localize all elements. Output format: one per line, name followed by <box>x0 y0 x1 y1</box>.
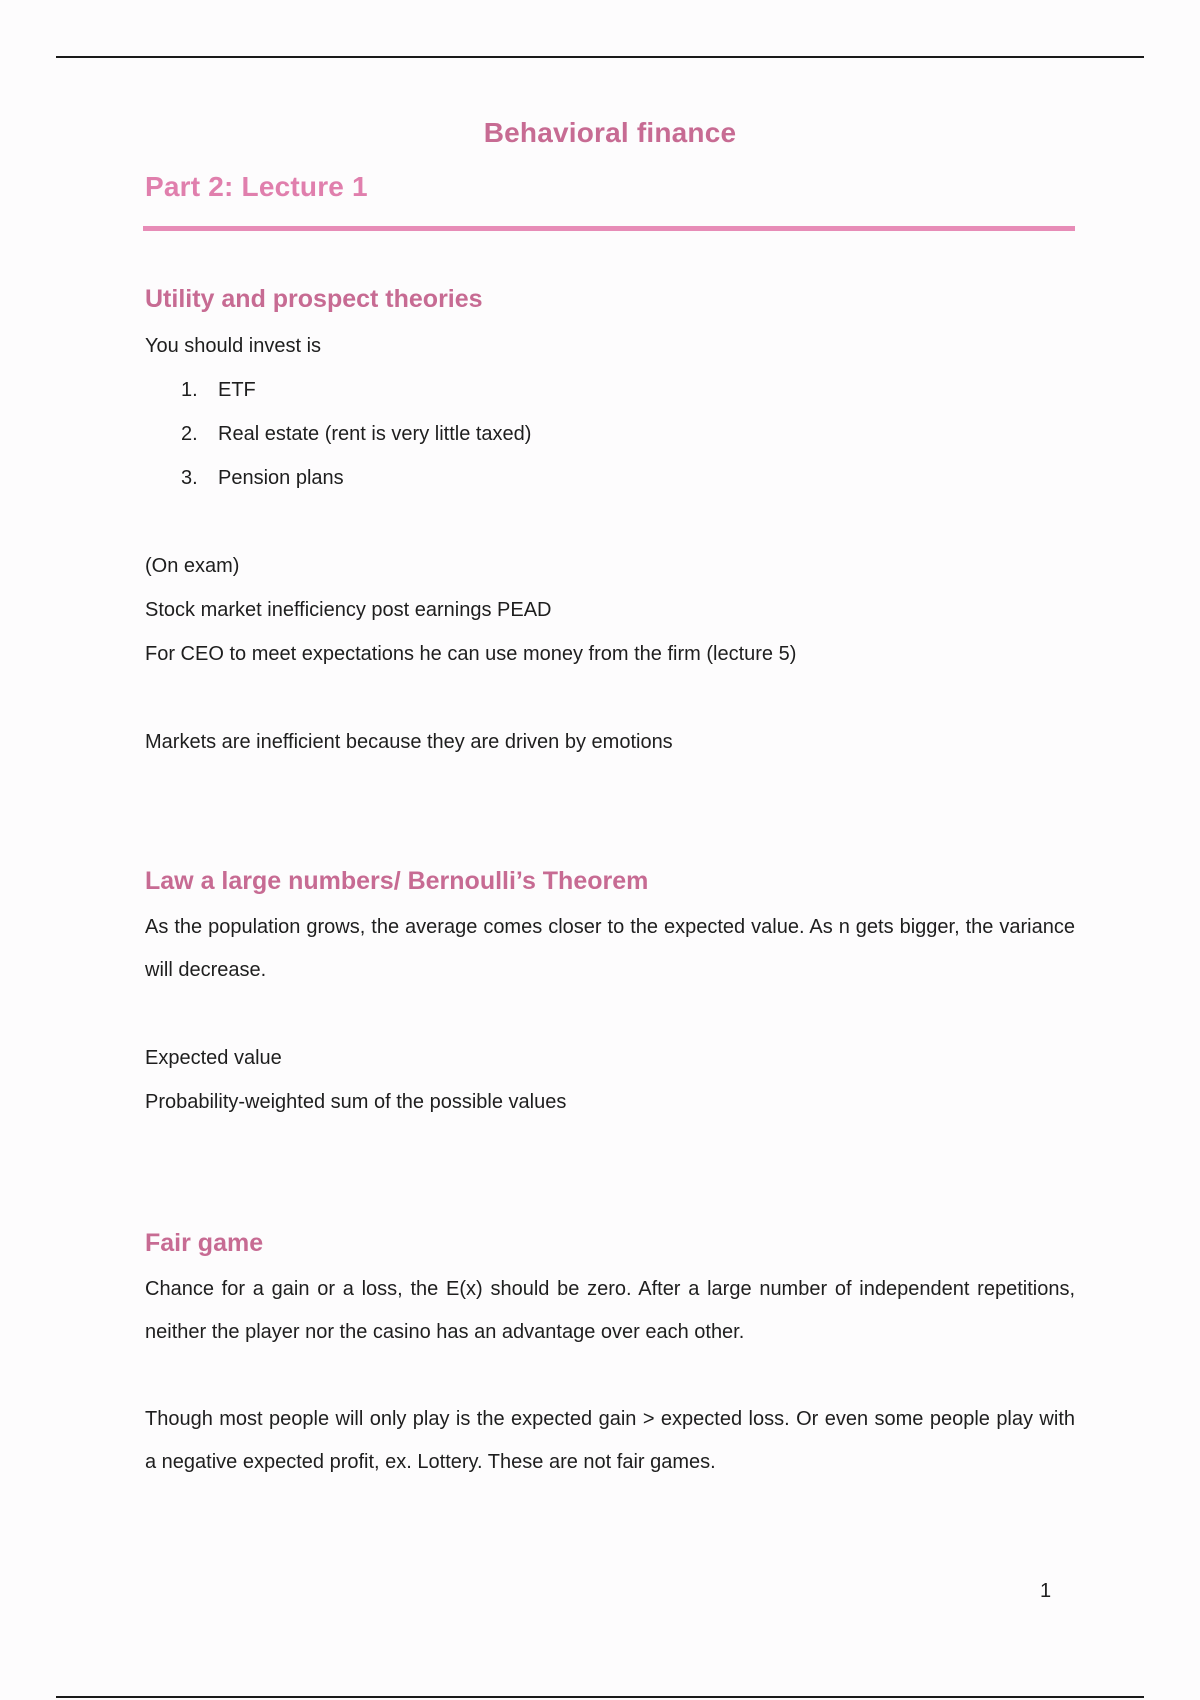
expected-value-definition: Probability-weighted sum of the possible values <box>145 1091 567 1113</box>
spacer <box>145 1354 1075 1398</box>
law-body: As the population grows, the average comes closer to the expected value. As n gets bigger, the variance will decrease. <box>145 916 1075 981</box>
exam-note: (On exam) <box>145 555 240 577</box>
spacer <box>145 676 1075 720</box>
ceo-note: For CEO to meet expectations he can use money from the firm (lecture 5) <box>145 643 797 665</box>
list-number: 1. <box>181 379 198 401</box>
part-title: Part 2: Lecture 1 <box>145 171 368 202</box>
list-text: ETF <box>218 379 256 401</box>
spacer <box>145 231 1075 274</box>
section-heading-law: Law a large numbers/ Bernoulli’s Theorem <box>145 867 649 895</box>
section-heading-utility: Utility and prospect theories <box>145 285 483 313</box>
spacer <box>145 764 1075 856</box>
list-number: 3. <box>181 467 198 489</box>
list-item <box>145 412 1075 456</box>
pead-note: Stock market inefficiency post earnings PEAD <box>145 599 552 621</box>
section-fair-game <box>145 1218 1075 1484</box>
list-number: 2. <box>181 423 198 445</box>
spacer <box>145 1124 1075 1218</box>
list-text: Real estate (rent is very little taxed) <box>218 423 532 445</box>
fair-game-body-1: Chance for a gain or a loss, the E(x) should be zero. After a large number of independent repetitions, neither the player nor the casino has an advantage over each other. <box>145 1278 1075 1343</box>
spacer <box>145 992 1075 1036</box>
page-top-rule <box>56 56 1144 58</box>
list-text: Pension plans <box>218 467 344 489</box>
section-law-large-numbers <box>145 856 1075 1124</box>
document-page <box>145 108 1075 1484</box>
list-item <box>145 456 1075 500</box>
document-title: Behavioral finance <box>483 117 737 148</box>
page-bottom-rule <box>56 1696 1144 1698</box>
section-utility <box>145 274 1075 764</box>
fair-game-body-2: Though most people will only play is the expected gain > expected loss. Or even some people play with a negative expected profit, ex. Lottery. These are not fair games. <box>145 1408 1075 1473</box>
section-heading-fair-game: Fair game <box>145 1229 264 1257</box>
page-number: 1 <box>1040 1580 1052 1602</box>
expected-value-label: Expected value <box>145 1047 282 1069</box>
invest-list <box>145 368 1075 500</box>
invest-intro: You should invest is <box>145 335 322 357</box>
list-item <box>145 368 1075 412</box>
spacer <box>145 500 1075 544</box>
markets-note: Markets are inefficient because they are driven by emotions <box>145 731 673 753</box>
